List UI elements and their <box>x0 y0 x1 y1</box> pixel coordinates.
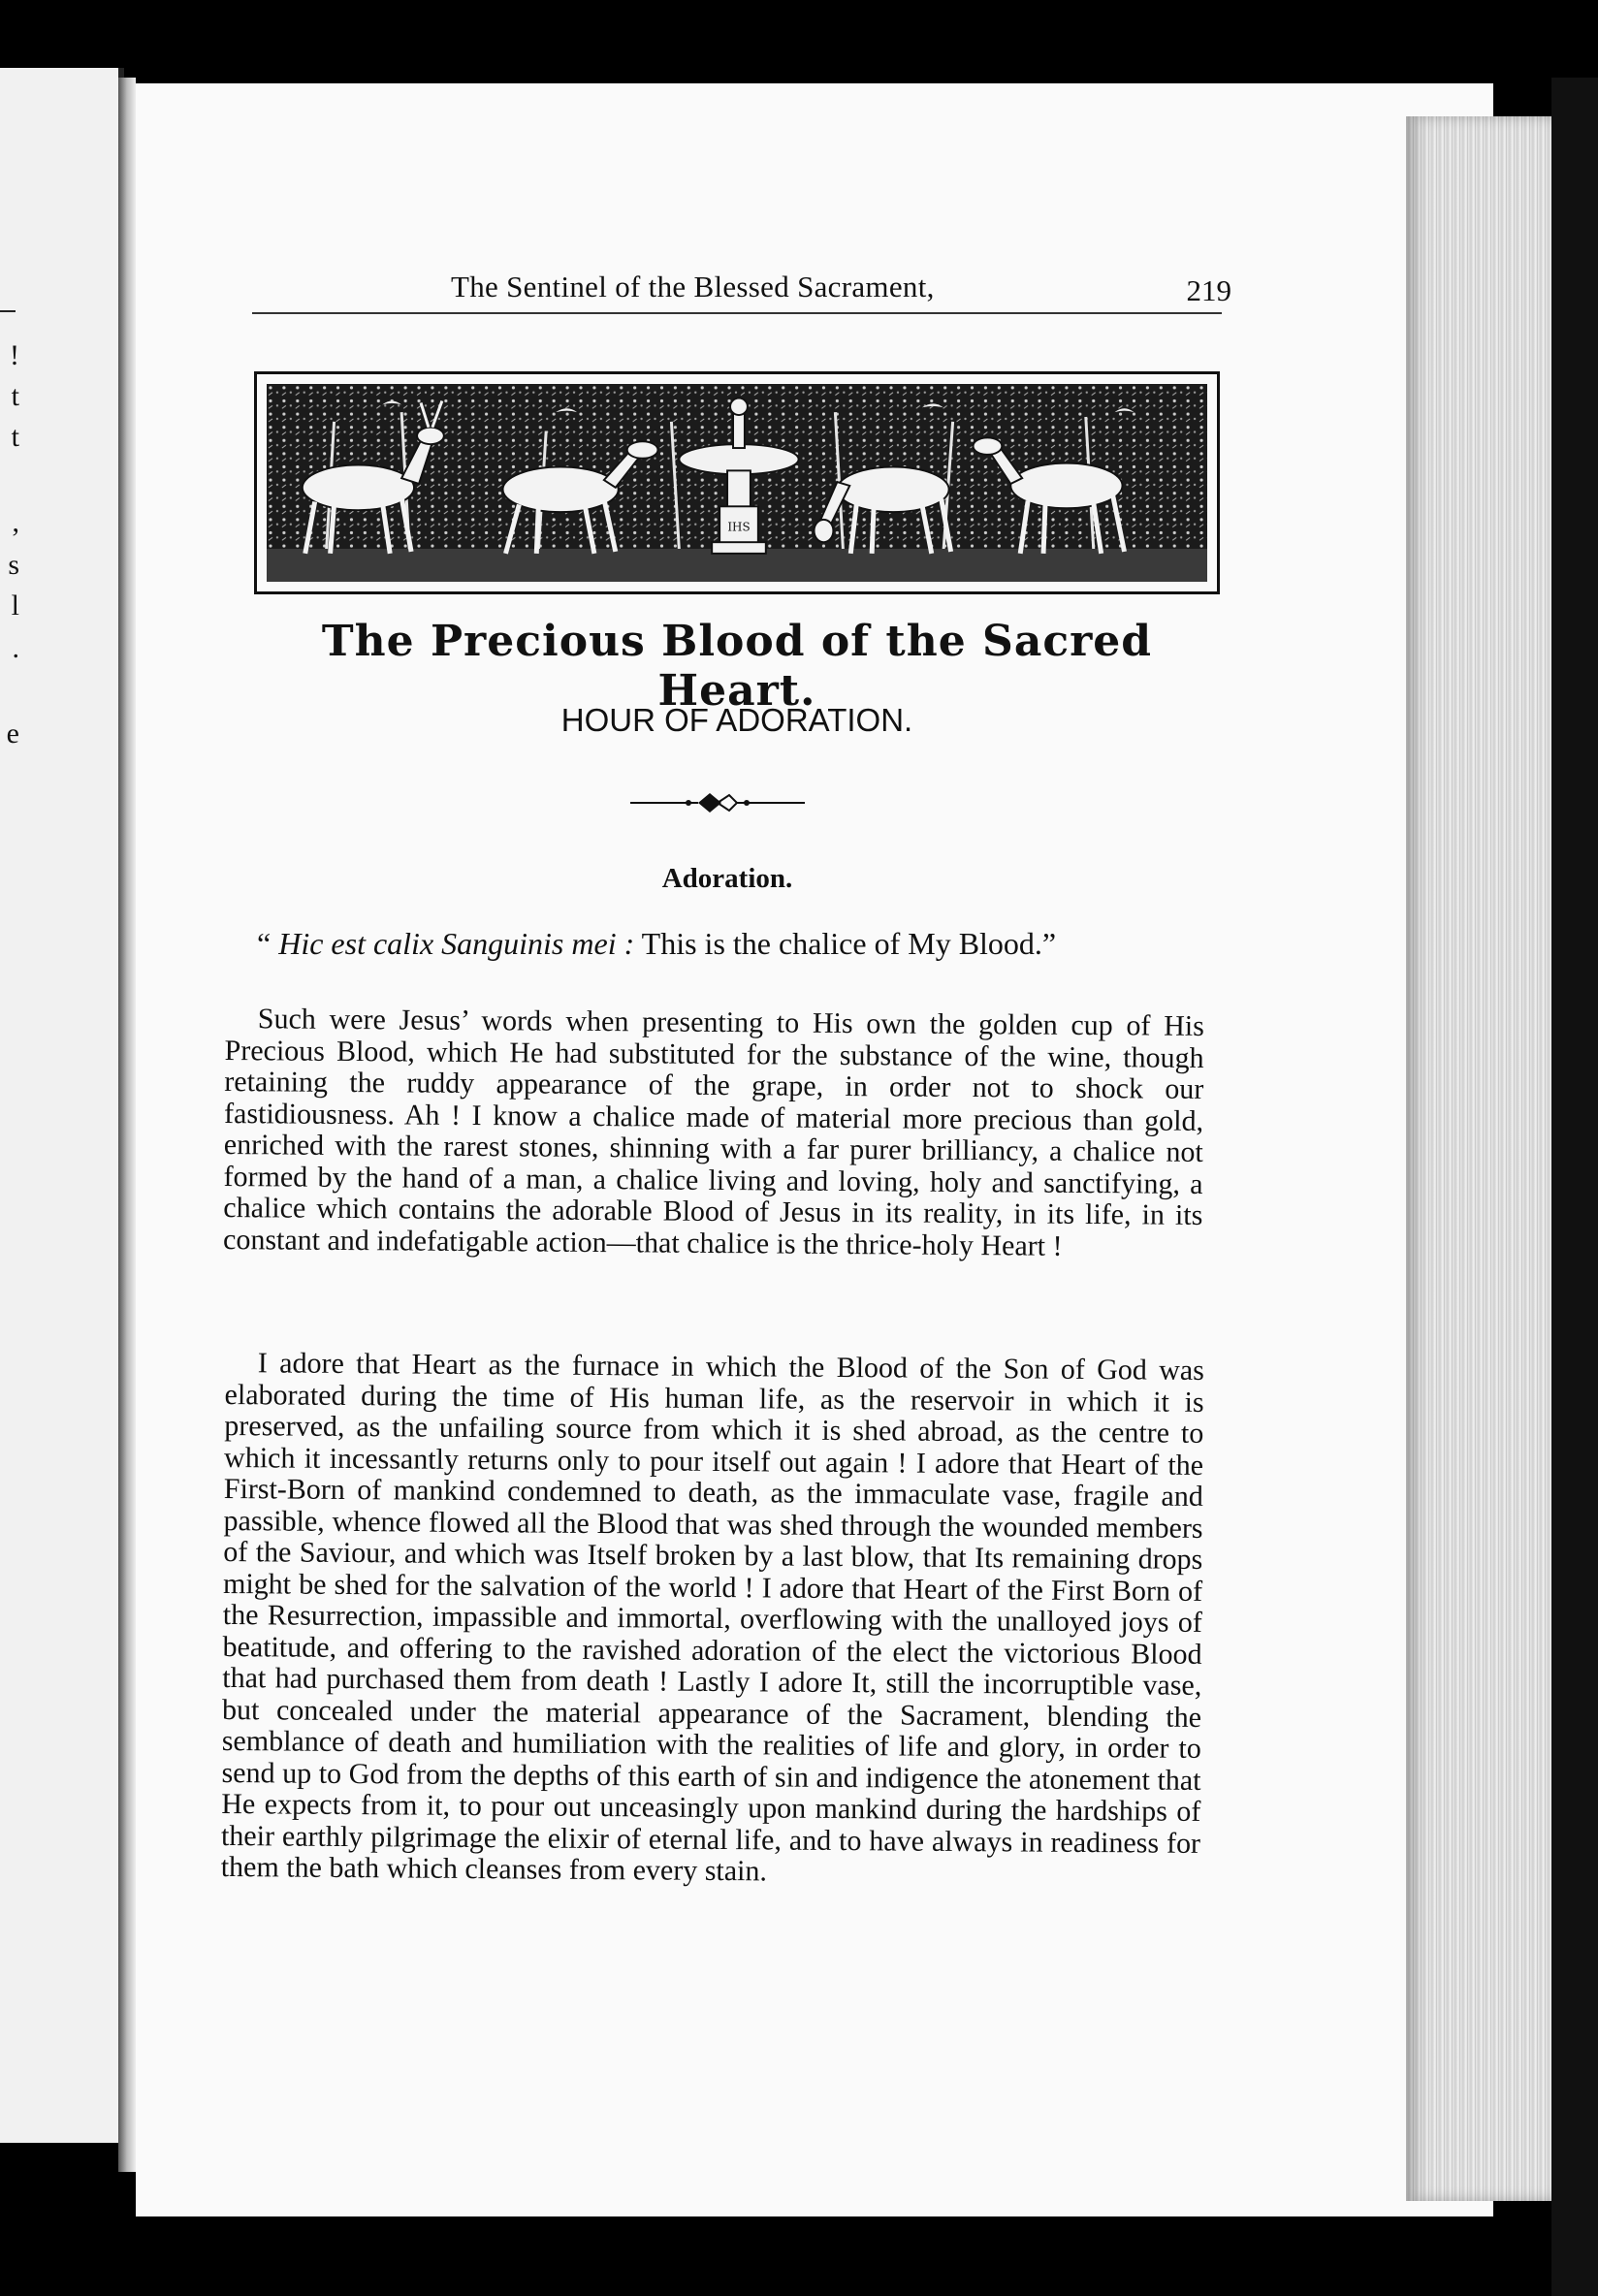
left-fragment-char: ! <box>10 339 19 371</box>
quote-open-mark: “ <box>257 926 272 961</box>
section-heading: Adoration. <box>661 863 793 894</box>
left-fragment-char: . <box>12 632 19 664</box>
scan-border <box>1551 78 1598 2296</box>
running-header <box>252 270 1231 328</box>
left-fragment-char: , <box>12 506 19 538</box>
book-gutter <box>118 78 136 2172</box>
article-subtitle: HOUR OF ADORATION. <box>560 702 913 738</box>
deer-fountain-illustration-icon <box>267 384 1207 582</box>
fountain-inscription: IHS <box>727 520 751 534</box>
paragraph: I adore that Heart as the furnace in which the Blood of the Son of God was elaborated during the time of His human life, as the reservoir in which it is preserved, as the unfailing source from which it is shed abroad, as the centre to which it incessantly returns only to pour itself out again ! I adore that Heart of the First-Born of mankind condemned to death, as the immaculate vase, fragile and passible, whence flowed all the Blood that was shed through the wounded members of the Saviour, and which was Itself broken by a last blow, that Its remaining drops might be shed for the salvation of the world ! I adore that Heart of the First Born of the Resurrection, impassible and immortal, overflowing with the unalloyed joys of beatitude, and offering to the ravished adoration of the elect the victorious Blood that had purchased them from death ! Lastly I adore It, still the incorruptible vase, but concealed under the material appearance of the Sacrament, blending the semblance of death and humiliation with the realities of life and glory, in order to send up to God from the depths of this earth of sin and indigence the atonement that He expects from it, to pour out unceasingly upon mankind during the hardships of their earthly pilgrimage the elixir of eternal life, and to have always in readiness for them the bath which cleanses from every stain. <box>220 1347 1204 1888</box>
left-page-rule <box>0 310 16 312</box>
paragraph: Such were Jesus’ words when presenting to His own the golden cup of His Precious Blood, which He had substituted for the substance of the wine, though retaining the ruddy appearance of the grape, in order not to shock our fastidiousness. Ah ! I know a chalice made of material more precious than gold, enriched with the rarest stones, shinning with a far purer brilliancy, a chalice not formed by the hand of a man, a chalice living and loving, holy and sanctifying, a chalice which contains the adorable Blood of Jesus in its reality, in its life, in its constant and indefatigable action—that chalice is the thrice-holy Heart ! <box>222 1003 1204 1262</box>
article-title: The Precious Blood of the Sacred Heart. <box>321 617 1153 716</box>
quote-latin: Hic est calix Sanguinis mei : <box>278 926 635 961</box>
page-number: 219 <box>1186 273 1231 307</box>
page-edges <box>1406 116 1551 2201</box>
running-title: The Sentinel of the Blessed Sacrament, <box>451 270 935 303</box>
left-page-fragment <box>0 68 124 2143</box>
header-rule <box>252 312 1222 314</box>
banner-illustration <box>254 371 1220 594</box>
opening-quote <box>257 926 1227 962</box>
left-fragment-char: l <box>11 590 19 622</box>
quote-english: This is the chalice of My Blood.” <box>641 926 1057 961</box>
left-fragment-char: t <box>11 380 19 412</box>
left-fragment-char: e <box>6 718 19 749</box>
left-fragment-char: s <box>8 549 19 581</box>
ornament-divider-icon <box>621 783 815 822</box>
left-fragment-char: t <box>11 421 19 453</box>
